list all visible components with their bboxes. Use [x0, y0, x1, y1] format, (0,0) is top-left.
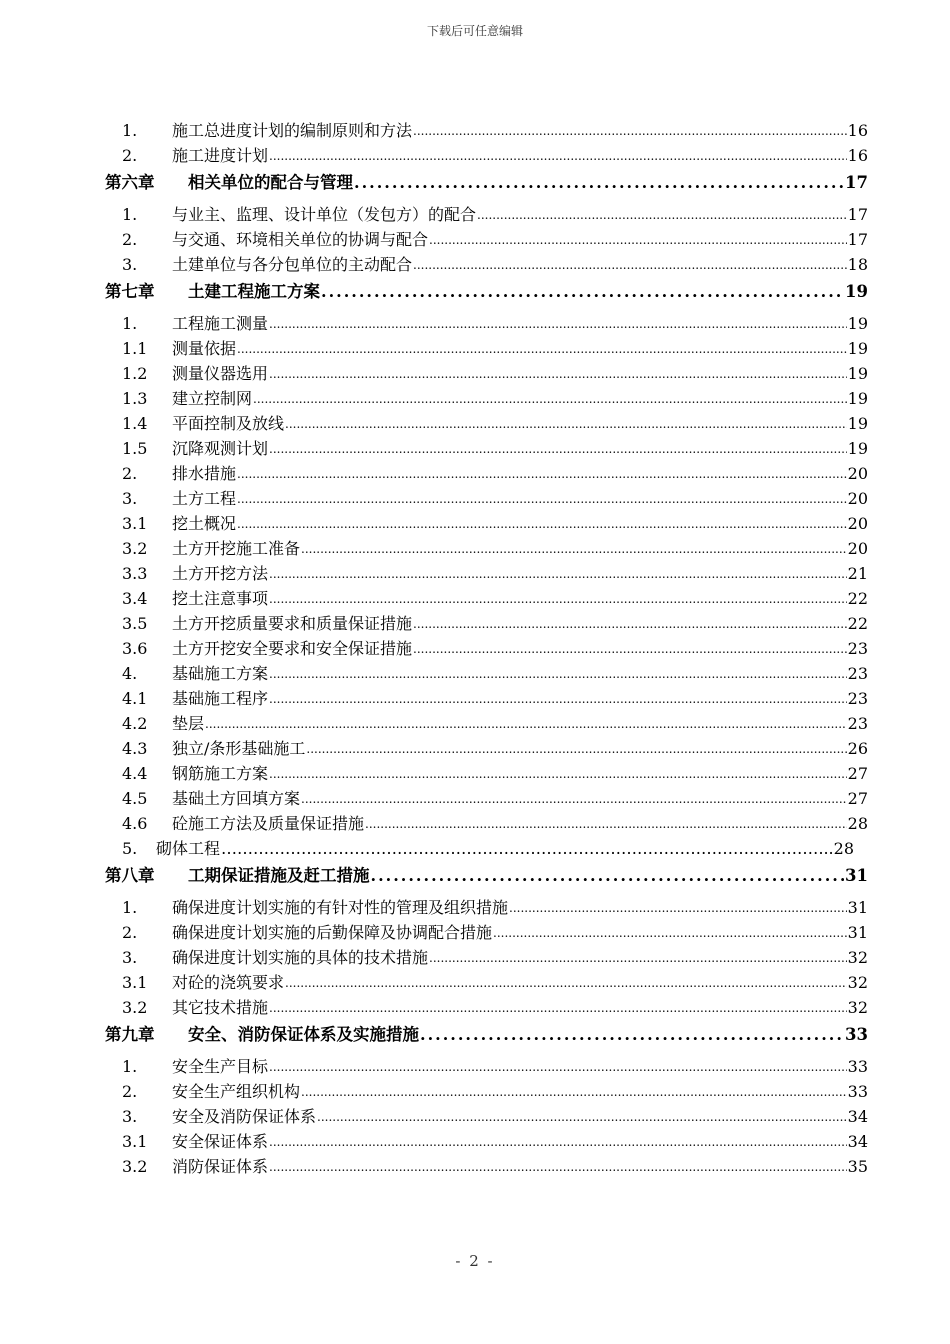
- toc-entry-page: 27: [847, 789, 868, 808]
- toc-entry-number: 1.1: [122, 339, 148, 358]
- toc-entry-number: 2.: [122, 923, 138, 942]
- toc-chapter-row[interactable]: [105, 859, 868, 893]
- toc-entry-page: 20: [847, 514, 868, 533]
- toc-entry-title: 挖土概况: [172, 514, 237, 533]
- toc-entry-number: 4.4: [122, 764, 148, 783]
- toc-entry-row[interactable]: [105, 918, 868, 943]
- toc-entry-number: 3.: [122, 489, 138, 508]
- toc-entry-row[interactable]: [105, 200, 868, 225]
- toc-entry-page: 32: [847, 998, 868, 1017]
- toc-entry-page: 20: [847, 489, 868, 508]
- toc-entry-number: 3.6: [122, 639, 148, 658]
- toc-entry-number: 3.1: [122, 1132, 148, 1151]
- toc-entry-row[interactable]: [105, 784, 868, 809]
- toc-entry-number: 1.5: [122, 439, 148, 458]
- toc-entry-row[interactable]: [105, 834, 868, 859]
- toc-entry-number: 1.: [122, 314, 138, 333]
- toc-entry-row[interactable]: [105, 250, 868, 275]
- toc-entry-row[interactable]: [105, 1102, 868, 1127]
- toc-entry-title: 安全、消防保证体系及实施措施: [188, 1025, 419, 1044]
- toc-leader-dots: [413, 121, 847, 141]
- toc-leader-dots: [237, 339, 847, 359]
- toc-leader-dots: [509, 898, 847, 918]
- page-number: - 2 -: [455, 1252, 495, 1270]
- toc-entry-number: 4.5: [122, 789, 148, 808]
- toc-entry-page: 17: [847, 230, 868, 249]
- toc-leader-dots: [429, 230, 847, 250]
- toc-leader-dots: [205, 714, 847, 734]
- toc-leader-dots: [477, 205, 847, 225]
- toc-entry-page: 18: [847, 255, 868, 274]
- toc-entry-title: 垫层: [172, 714, 205, 733]
- toc-entry-row[interactable]: [105, 1127, 868, 1152]
- toc-entry-row[interactable]: [105, 141, 868, 166]
- toc-entry-number: 1.: [122, 898, 138, 917]
- toc-entry-page: 33: [847, 1082, 868, 1101]
- toc-entry-title: 基础施工方案: [172, 664, 269, 683]
- toc-entry-title: 基础土方回填方案: [172, 789, 301, 808]
- toc-entry-number: 第九章: [105, 1025, 155, 1044]
- toc-leader-dots: [269, 998, 847, 1018]
- toc-entry-row[interactable]: [105, 409, 868, 434]
- toc-entry-row[interactable]: [105, 1052, 868, 1077]
- toc-entry-number: 3.: [122, 1107, 138, 1126]
- toc-entry-row[interactable]: [105, 484, 868, 509]
- toc-entry-page: 21: [847, 564, 868, 583]
- toc-entry-page: 22: [847, 589, 868, 608]
- toc-entry-page: ..28: [823, 839, 854, 858]
- toc-entry-page: 19: [847, 314, 868, 333]
- toc-entry-row[interactable]: [105, 584, 868, 609]
- toc-leader-dots: [321, 282, 844, 302]
- toc-chapter-row[interactable]: [105, 1018, 868, 1052]
- toc-leader-dots: [413, 614, 847, 634]
- toc-leader-dots: [269, 1057, 847, 1077]
- toc-entry-number: 1.2: [122, 364, 148, 383]
- toc-entry-page: 26: [847, 739, 868, 758]
- toc-entry-title: 测量仪器选用: [172, 364, 269, 383]
- toc-entry-row[interactable]: [105, 334, 868, 359]
- toc-entry-number: 3.3: [122, 564, 148, 583]
- toc-entry-title: 施工进度计划: [172, 146, 269, 165]
- toc-entry-number: 4.6: [122, 814, 148, 833]
- toc-entry-row[interactable]: [105, 609, 868, 634]
- table-of-contents: [105, 116, 868, 1177]
- toc-entry-row[interactable]: [105, 384, 868, 409]
- toc-entry-title: 平面控制及放线: [172, 414, 285, 433]
- toc-entry-number: 3.2: [122, 1157, 148, 1176]
- toc-entry-row[interactable]: [105, 1152, 868, 1177]
- toc-entry-title: 安全保证体系: [172, 1132, 269, 1151]
- toc-leader-dots: [301, 789, 847, 809]
- toc-leader-dots: [493, 923, 847, 943]
- toc-leader-dots: [413, 639, 847, 659]
- toc-leader-dots: [301, 539, 847, 559]
- toc-entry-title: 砌体工程: [156, 839, 221, 858]
- toc-entry-number: 4.1: [122, 689, 148, 708]
- toc-entry-number: 2.: [122, 230, 138, 249]
- toc-leader-dots: [237, 464, 847, 484]
- toc-entry-row[interactable]: [105, 116, 868, 141]
- toc-entry-title: 基础施工程序: [172, 689, 269, 708]
- toc-entry-row[interactable]: [105, 993, 868, 1018]
- toc-entry-page: 16: [847, 146, 868, 165]
- toc-entry-page: 23: [847, 639, 868, 658]
- toc-entry-title: 安全生产目标: [172, 1057, 269, 1076]
- toc-leader-dots: [371, 866, 845, 886]
- toc-entry-page: 31: [847, 923, 868, 942]
- toc-entry-row[interactable]: [105, 634, 868, 659]
- toc-entry-number: 1.4: [122, 414, 148, 433]
- page-header: 下载后可任意编辑: [426, 24, 523, 38]
- toc-entry-row[interactable]: [105, 459, 868, 484]
- toc-entry-number: 3.5: [122, 614, 148, 633]
- toc-entry-number: 3.4: [122, 589, 148, 608]
- toc-entry-page: 35: [847, 1157, 868, 1176]
- toc-entry-row[interactable]: [105, 968, 868, 993]
- toc-entry-title: 确保进度计划实施的后勤保障及协调配合措施: [172, 923, 493, 942]
- toc-entry-title: 土方开挖质量要求和质量保证措施: [172, 614, 413, 633]
- toc-entry-page: 16: [847, 121, 868, 140]
- toc-entry-title: 土建工程施工方案: [188, 282, 320, 301]
- toc-leader-dots: [317, 1107, 847, 1127]
- toc-entry-title: 工期保证措施及赶工措施: [188, 866, 370, 885]
- toc-entry-title: 土方开挖安全要求和安全保证措施: [172, 639, 413, 658]
- toc-chapter-row[interactable]: [105, 166, 868, 200]
- toc-leader-dots: [420, 1025, 844, 1045]
- toc-entry-number: 3.2: [122, 998, 148, 1017]
- toc-entry-page: 23: [847, 689, 868, 708]
- toc-entry-title: 钢筋施工方案: [172, 764, 269, 783]
- toc-entry-number: 4.3: [122, 739, 148, 758]
- toc-leader-dots: [269, 146, 847, 166]
- toc-entry-page: 31: [845, 866, 868, 885]
- toc-leader-dots: [269, 439, 847, 459]
- toc-entry-title: 与交通、环境相关单位的协调与配合: [172, 230, 429, 249]
- toc-entry-page: 19: [847, 439, 868, 458]
- toc-leader-dots: [269, 1157, 847, 1177]
- toc-entry-row[interactable]: [105, 225, 868, 250]
- toc-entry-page: 27: [847, 764, 868, 783]
- toc-entry-page: 32: [847, 948, 868, 967]
- toc-entry-page: 32: [847, 973, 868, 992]
- toc-entry-row[interactable]: [105, 534, 868, 559]
- toc-leader-dots: [221, 839, 822, 859]
- toc-entry-title: 土方开挖施工准备: [172, 539, 301, 558]
- toc-entry-page: 33: [845, 1025, 868, 1044]
- toc-leader-dots: [269, 314, 847, 334]
- toc-entry-row[interactable]: [105, 893, 868, 918]
- toc-entry-row[interactable]: [105, 434, 868, 459]
- toc-entry-title: 消防保证体系: [172, 1157, 269, 1176]
- toc-leader-dots: [269, 1132, 847, 1152]
- toc-entry-row[interactable]: [105, 943, 868, 968]
- toc-entry-number: 4.2: [122, 714, 148, 733]
- toc-entry-row[interactable]: [105, 559, 868, 584]
- toc-leader-dots: [269, 564, 847, 584]
- toc-entry-number: 4.: [122, 664, 138, 683]
- toc-entry-title: 对砼的浇筑要求: [172, 973, 285, 992]
- toc-entry-title: 安全及消防保证体系: [172, 1107, 317, 1126]
- toc-entry-title: 确保进度计划实施的有针对性的管理及组织措施: [172, 898, 509, 917]
- toc-entry-page: 22: [847, 614, 868, 633]
- toc-leader-dots: [237, 514, 847, 534]
- toc-leader-dots: [306, 739, 846, 759]
- toc-chapter-row[interactable]: [105, 275, 868, 309]
- toc-entry-number: 3.2: [122, 539, 148, 558]
- toc-entry-page: 23: [847, 714, 868, 733]
- toc-leader-dots: [301, 1082, 847, 1102]
- toc-entry-page: 17: [845, 173, 868, 192]
- toc-entry-number: 3.1: [122, 514, 148, 533]
- toc-entry-number: 1.: [122, 121, 138, 140]
- toc-entry-row[interactable]: [105, 684, 868, 709]
- toc-entry-page: 34: [847, 1132, 868, 1151]
- toc-entry-page: 20: [847, 464, 868, 483]
- toc-entry-row[interactable]: [105, 659, 868, 684]
- toc-entry-number: 第六章: [105, 173, 155, 192]
- toc-entry-number: 3.: [122, 255, 138, 274]
- toc-entry-title: 安全生产组织机构: [172, 1082, 301, 1101]
- toc-entry-row[interactable]: [105, 1077, 868, 1102]
- toc-leader-dots: [285, 414, 847, 434]
- toc-entry-title: 砼施工方法及质量保证措施: [172, 814, 365, 833]
- toc-entry-title: 施工总进度计划的编制原则和方法: [172, 121, 413, 140]
- toc-entry-page: 33: [847, 1057, 868, 1076]
- toc-leader-dots: [269, 589, 847, 609]
- toc-leader-dots: [269, 689, 847, 709]
- toc-entry-page: 17: [847, 205, 868, 224]
- toc-entry-page: 31: [847, 898, 868, 917]
- toc-leader-dots: [365, 814, 847, 834]
- toc-leader-dots: [253, 389, 847, 409]
- toc-entry-page: 19: [847, 364, 868, 383]
- toc-entry-number: 1.3: [122, 389, 148, 408]
- toc-leader-dots: [237, 489, 847, 509]
- toc-entry-title: 土方工程: [172, 489, 237, 508]
- toc-entry-page: 23: [847, 664, 868, 683]
- toc-entry-title: 与业主、监理、设计单位（发包方）的配合: [172, 205, 477, 224]
- toc-entry-page: 19: [845, 282, 868, 301]
- toc-entry-number: 1.: [122, 205, 138, 224]
- toc-entry-page: 19: [847, 389, 868, 408]
- toc-entry-number: 3.1: [122, 973, 148, 992]
- toc-entry-row[interactable]: [105, 509, 868, 534]
- toc-leader-dots: [413, 255, 847, 275]
- toc-entry-number: 第七章: [105, 282, 155, 301]
- toc-entry-number: 2.: [122, 1082, 138, 1101]
- toc-entry-title: 建立控制网: [172, 389, 253, 408]
- toc-entry-title: 沉降观测计划: [172, 439, 269, 458]
- toc-entry-number: 3.: [122, 948, 138, 967]
- toc-entry-row[interactable]: [105, 709, 868, 734]
- toc-entry-number: 2.: [122, 464, 138, 483]
- toc-entry-title: 工程施工测量: [172, 314, 269, 333]
- toc-leader-dots: [269, 764, 847, 784]
- toc-entry-row[interactable]: [105, 734, 868, 759]
- toc-entry-row[interactable]: [105, 309, 868, 334]
- toc-leader-dots: [285, 973, 847, 993]
- toc-leader-dots: [429, 948, 847, 968]
- toc-entry-page: 28: [847, 814, 868, 833]
- toc-entry-title: 其它技术措施: [172, 998, 269, 1017]
- toc-entry-page: 19: [847, 339, 868, 358]
- toc-entry-title: 挖土注意事项: [172, 589, 269, 608]
- toc-leader-dots: [269, 664, 847, 684]
- toc-entry-title: 确保进度计划实施的具体的技术措施: [172, 948, 429, 967]
- toc-entry-number: 5.: [122, 839, 138, 858]
- toc-entry-title: 独立/条形基础施工: [172, 739, 306, 758]
- toc-entry-row[interactable]: [105, 359, 868, 384]
- toc-entry-row[interactable]: [105, 809, 868, 834]
- toc-entry-title: 土方开挖方法: [172, 564, 269, 583]
- toc-leader-dots: [269, 364, 847, 384]
- toc-entry-number: 第八章: [105, 866, 155, 885]
- toc-entry-title: 排水措施: [172, 464, 237, 483]
- toc-entry-number: 1.: [122, 1057, 138, 1076]
- toc-entry-title: 测量依据: [172, 339, 237, 358]
- toc-entry-page: 34: [847, 1107, 868, 1126]
- toc-entry-title: 相关单位的配合与管理: [188, 173, 353, 192]
- toc-entry-title: 土建单位与各分包单位的主动配合: [172, 255, 413, 274]
- toc-entry-page: 20: [847, 539, 868, 558]
- toc-entry-page: 19: [847, 414, 868, 433]
- toc-leader-dots: [354, 173, 844, 193]
- toc-entry-row[interactable]: [105, 759, 868, 784]
- toc-entry-number: 2.: [122, 146, 138, 165]
